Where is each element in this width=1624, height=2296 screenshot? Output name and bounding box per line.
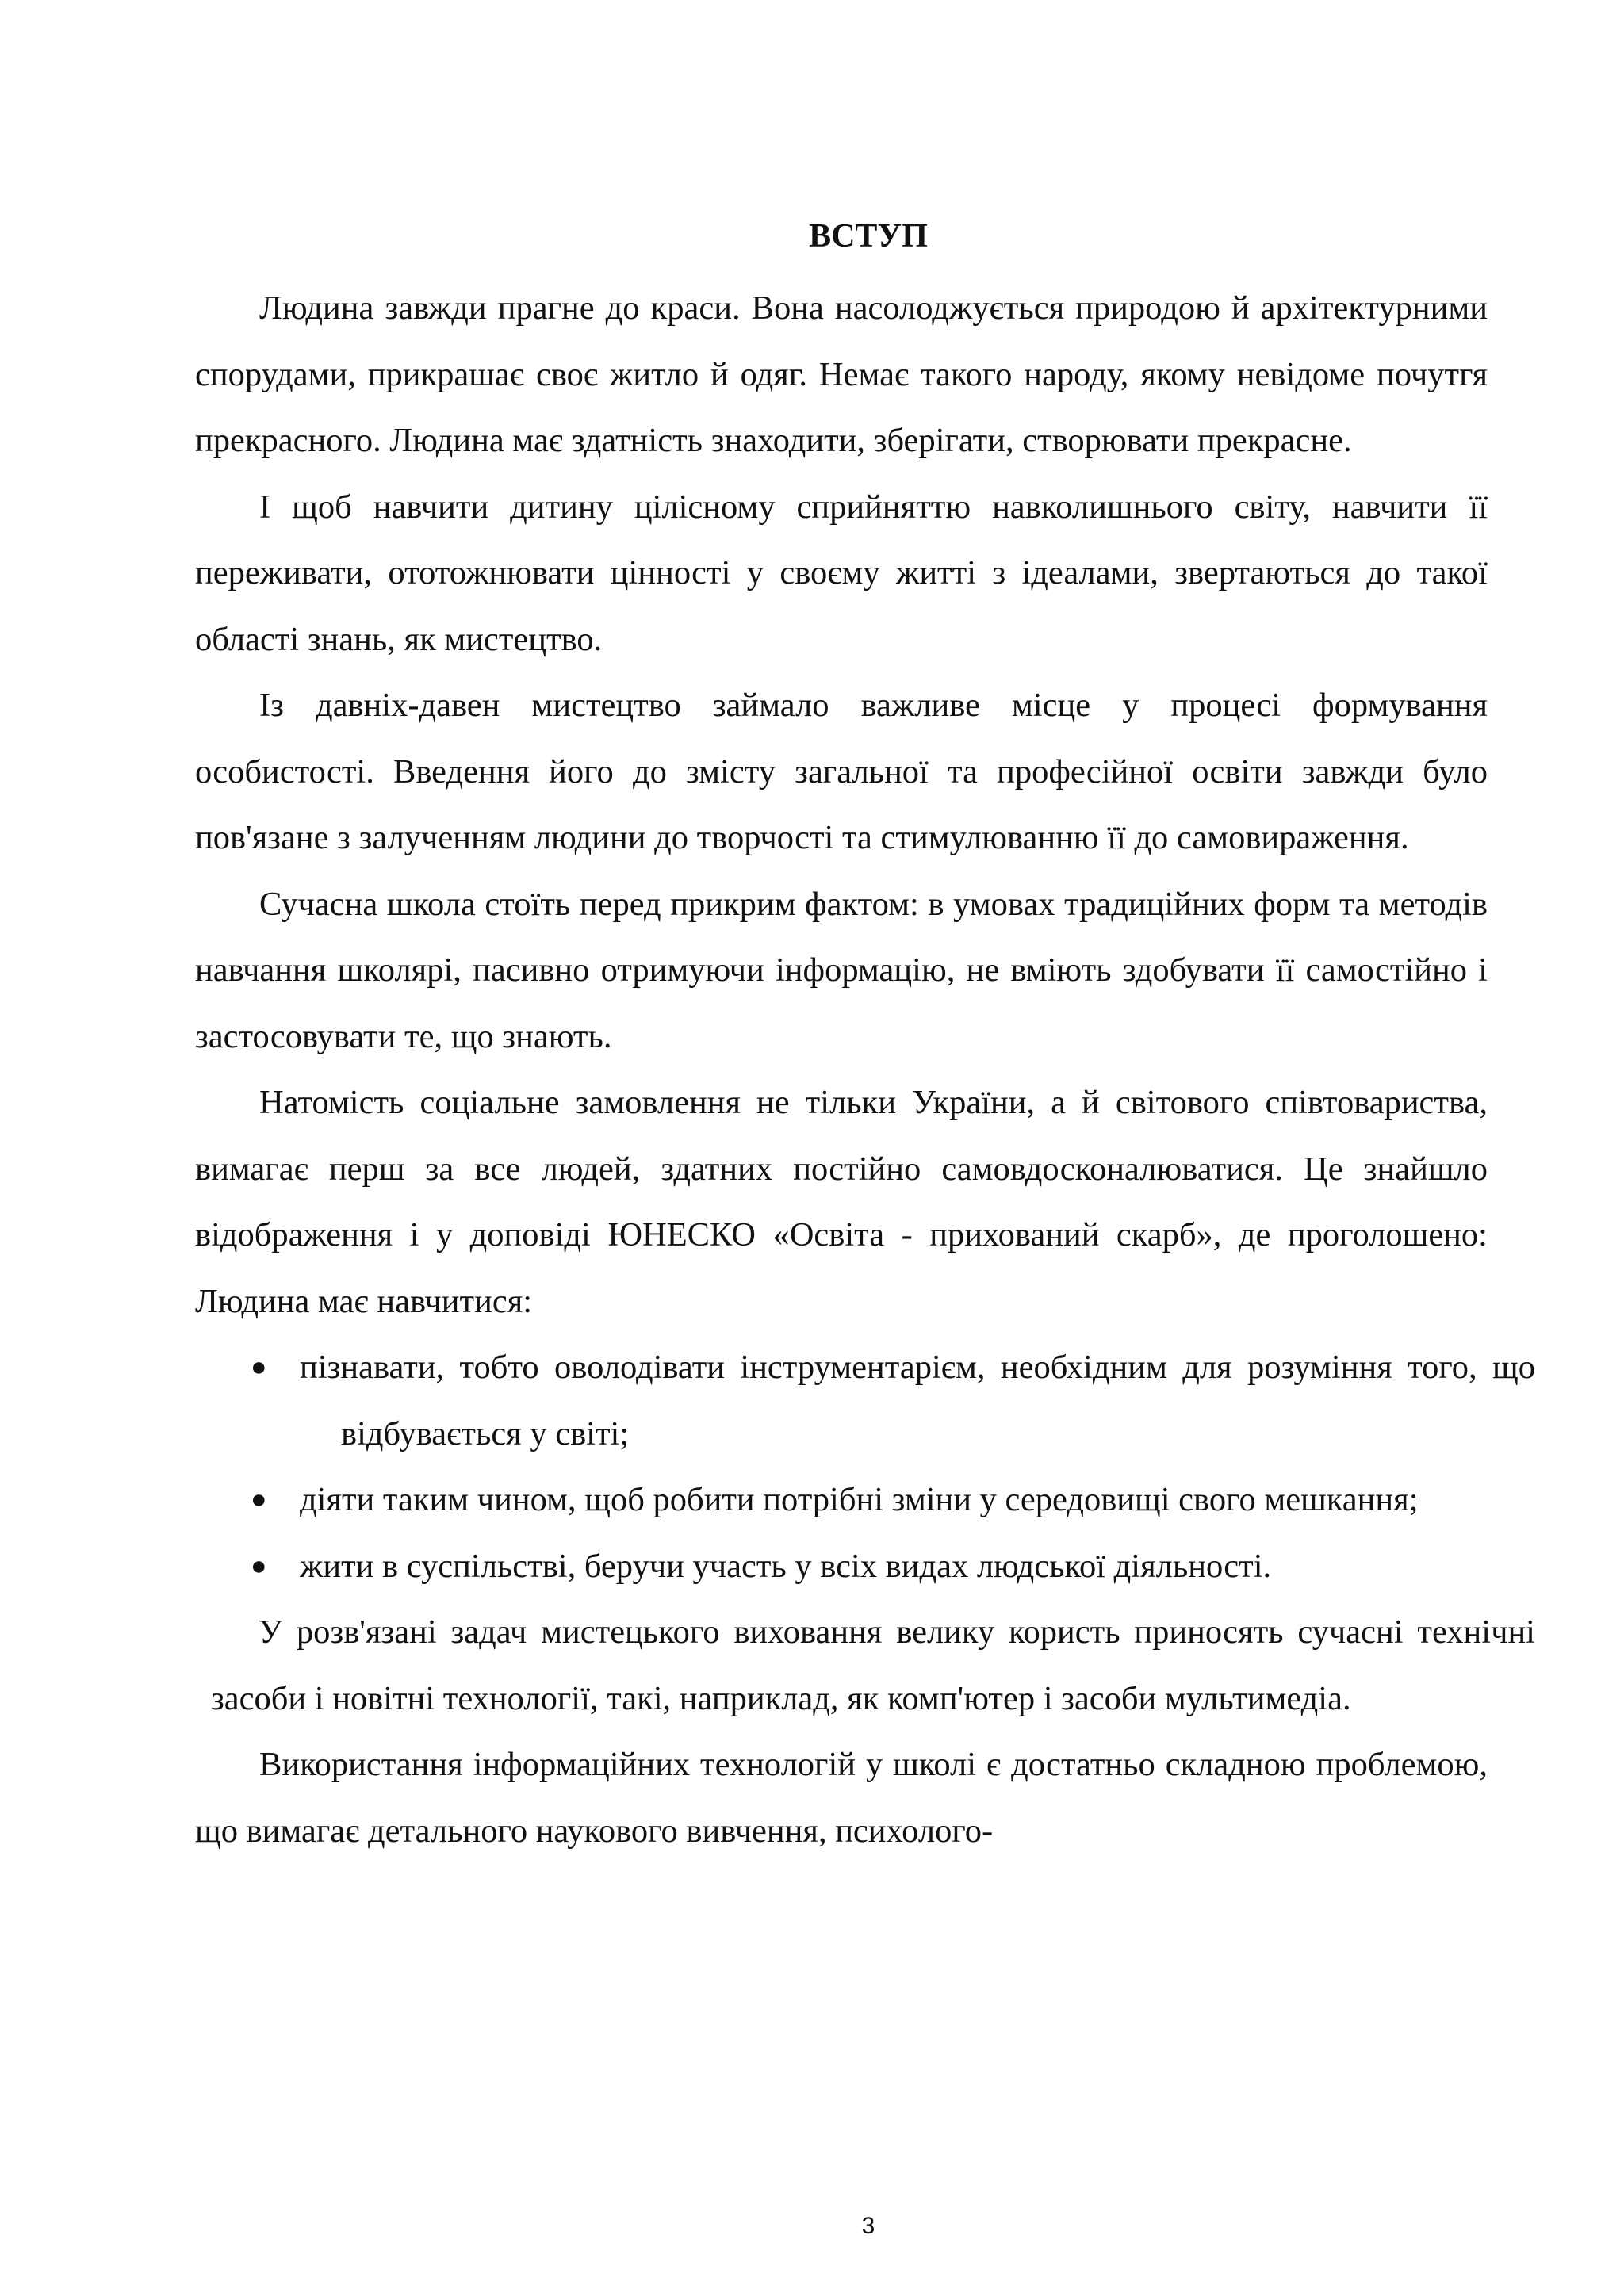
list-item-text: пізнавати, тобто оволодівати інструментарієм, необхідним для розуміння того, що відбувається у світі; xyxy=(300,1349,1535,1452)
list-item xyxy=(195,1533,1535,1600)
bullet-icon: ● xyxy=(251,1551,267,1581)
page-number: 3 xyxy=(861,2213,875,2239)
page-title: ВСТУП xyxy=(809,218,928,254)
paragraph: Сучасна школа стоїть перед прикрим фактом: в умовах традиційних форм та методів навчання школярі, пасивно отримуючи інформацію, не вміють здобувати її самостійно і застосовувати те, що знають. xyxy=(195,885,1488,1055)
list-item-text: жити в суспільстві, беручи участь у всіх видах людської діяльності. xyxy=(300,1547,1272,1585)
paragraph: Із давніх-давен мистецтво займало важливе місце у процесі формування особистості. Введення його до змісту загальної та професійної освіти завжди було пов'язане з залученням людини до творчості та стимулюванню її до самовираження. xyxy=(195,687,1488,856)
paragraph: Людина завжди прагне до краси. Вона насолоджується природою й архітектурними спорудами, прикрашає своє житло й одяг. Немає такого народу, якому невідоме почутгя прекрасного. Людина має здатність знаходити, зберігати, створювати прекрасне. xyxy=(195,289,1488,459)
bullet-icon: ● xyxy=(251,1353,267,1382)
paragraph: У розв'язані задач мистецького виховання велику користь приносять сучасні технічні засоби і новітні технології, такі, наприклад, як комп'ютер і засоби мультимедіа. xyxy=(211,1613,1535,1717)
list-item xyxy=(195,1334,1535,1467)
document-body xyxy=(195,275,1535,1864)
paragraph: Використання інформаційних технологій у школі є достатньо складною проблемою, що вимагає детального наукового вивчення, психолого- xyxy=(195,1746,1488,1850)
paragraph: Натомість соціальне замовлення не тільки України, а й світового співтовариства, вимагає перш за все людей, здатних постійно самовдосконалюватися. Це знайшло відображення і у доповіді ЮНЕСКО «Освіта - прихований скарб», де проголошено: Людина має навчитися: xyxy=(195,1084,1488,1320)
bullet-icon: ● xyxy=(251,1485,267,1514)
list-item xyxy=(195,1467,1535,1533)
list-item-text: діяти таким чином, щоб робити потрібні зміни у середовищі свого мешкання; xyxy=(300,1481,1419,1518)
paragraph: І щоб навчити дитину цілісному сприйняттю навколишнього світу, навчити її переживати, ототожнювати цінності у своєму житті з ідеалами, звертаються до такої області знань, як мистецтво. xyxy=(195,488,1488,658)
bullet-list xyxy=(195,1334,1535,1599)
